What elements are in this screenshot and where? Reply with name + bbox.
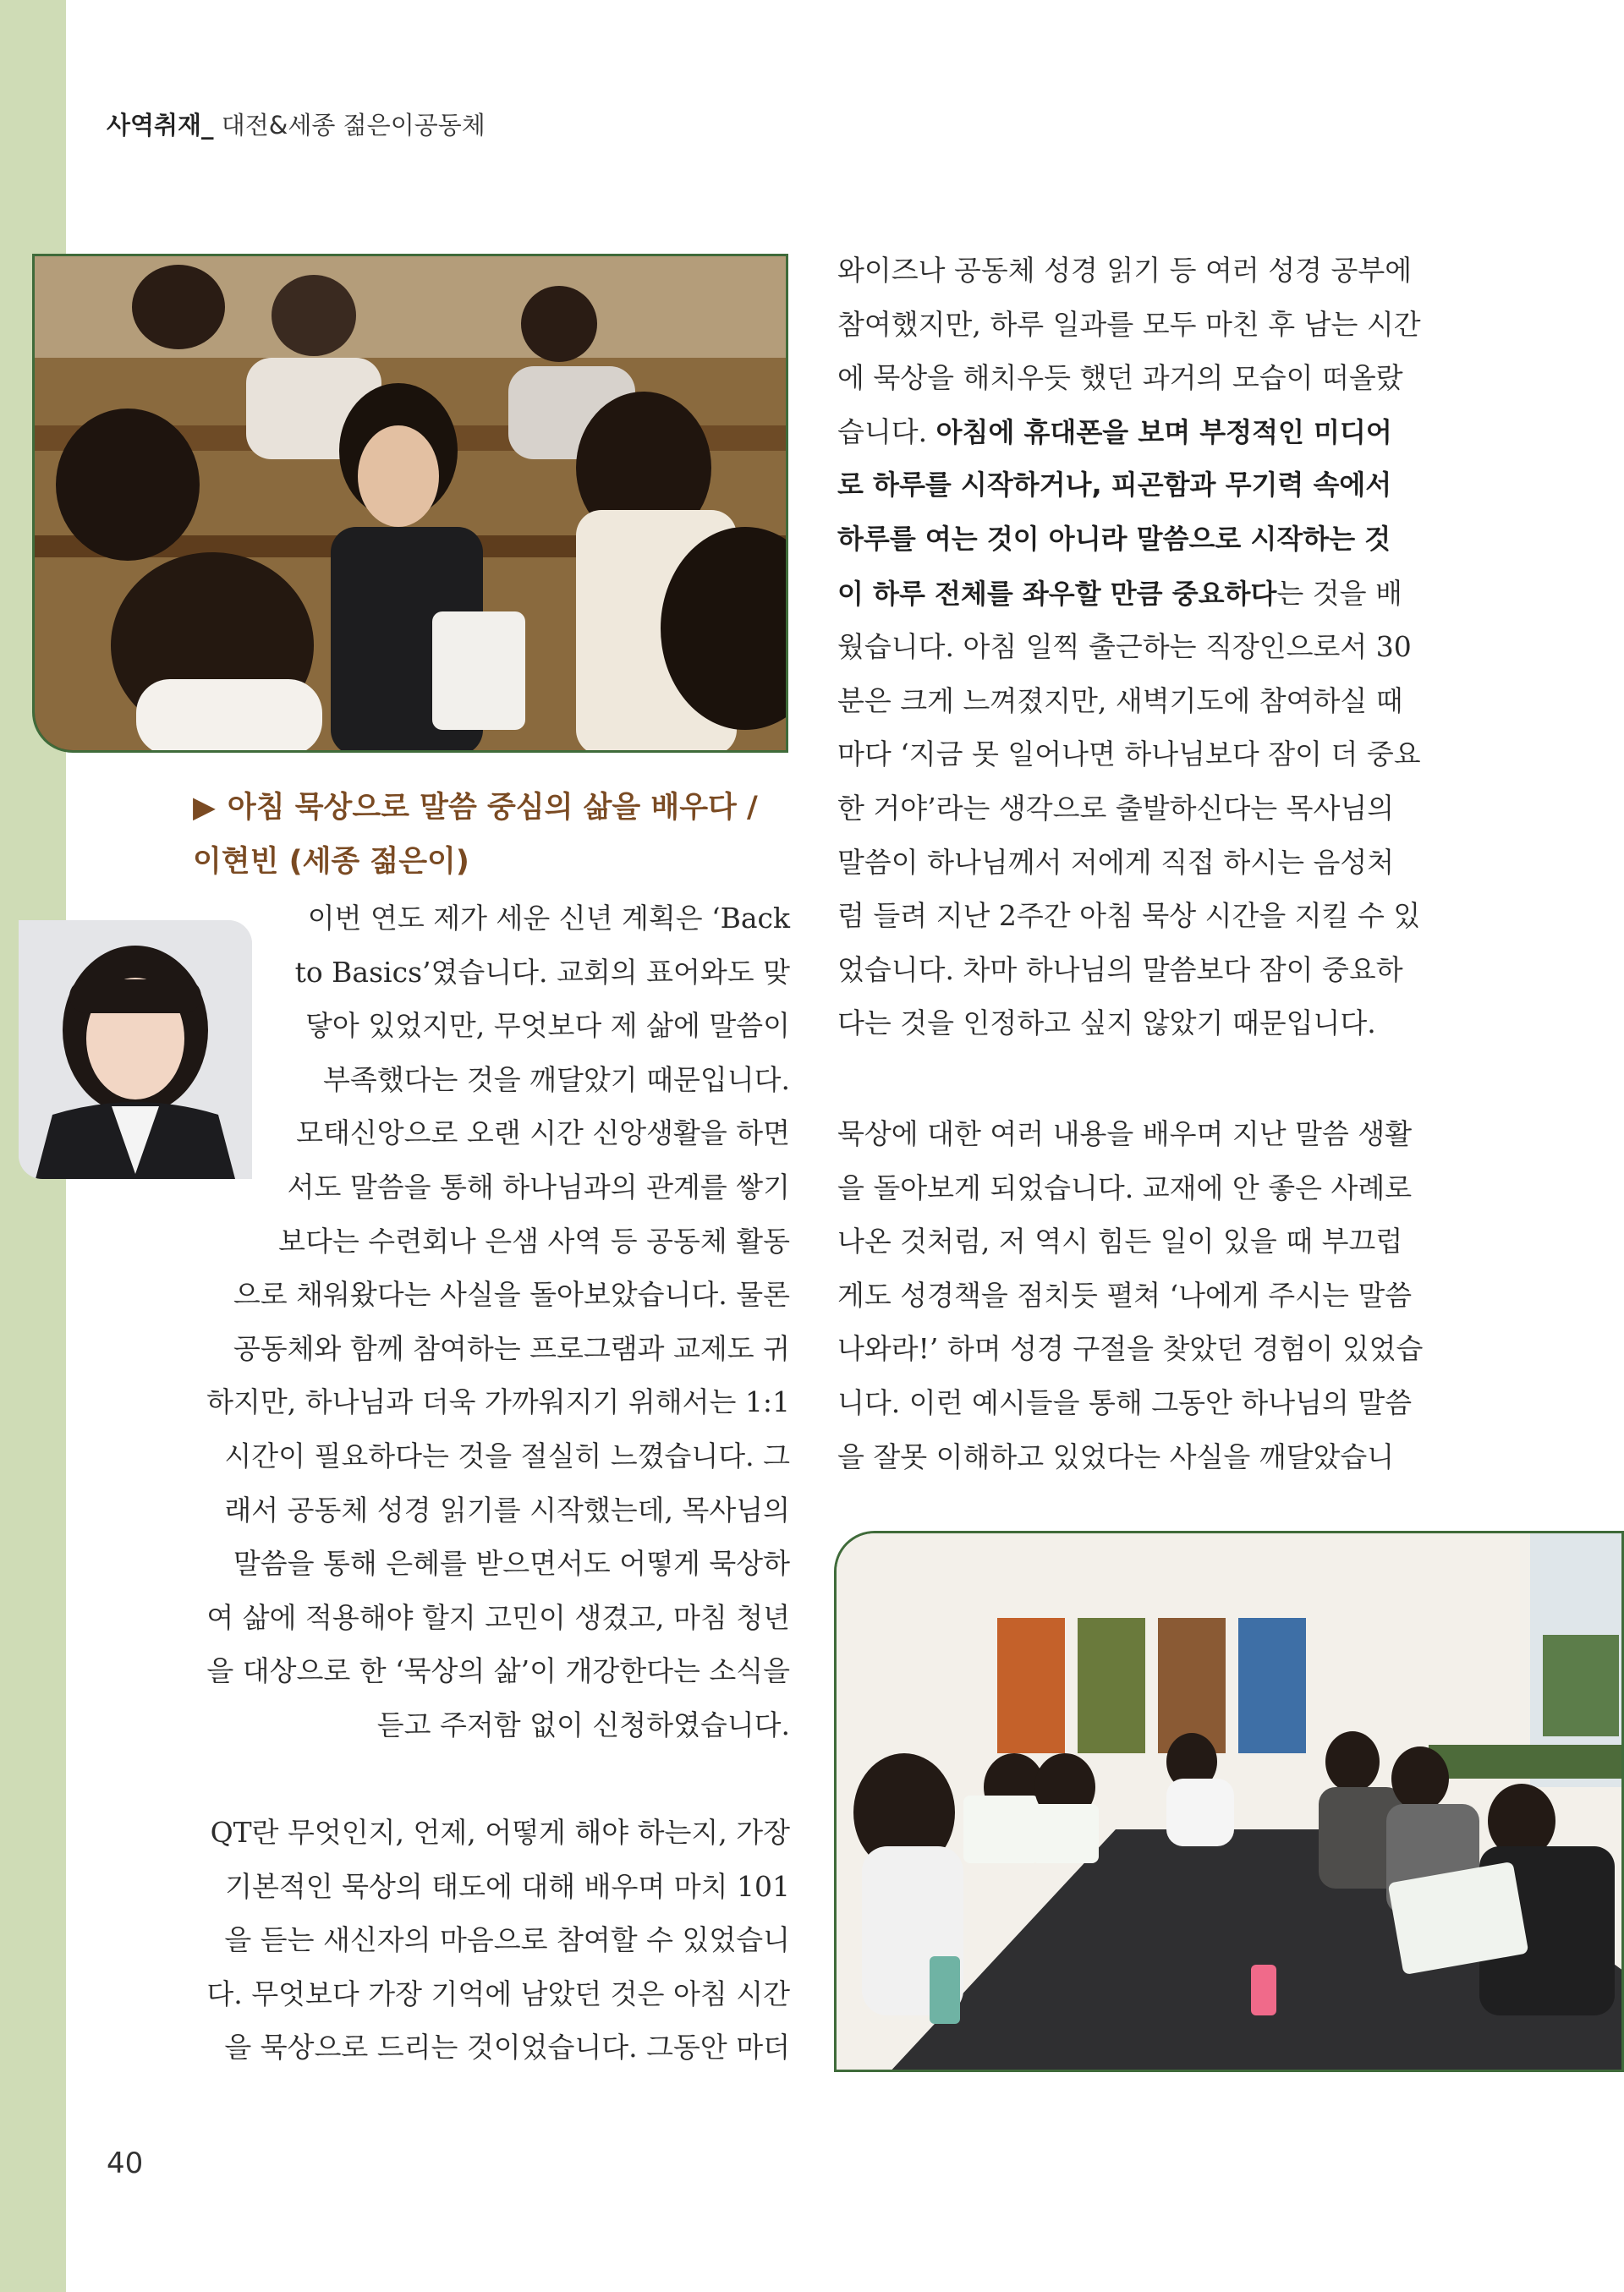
- text-line: [837, 567, 1438, 621]
- text-line: 듣고 주저함 없이 신청하였습니다.: [376, 1708, 790, 1741]
- text-line: QT란 무엇인지, 언제, 어떻게 해야 하는지, 가장: [210, 1816, 790, 1850]
- text-line: [837, 405, 1438, 459]
- section-label: 사역취재_: [107, 111, 214, 140]
- text-line: 참여했지만, 하루 일과를 모두 마친 후 남는 시간: [837, 307, 1421, 341]
- text-line: 니다. 이런 예시들을 통해 그동안 하나님의 말씀: [837, 1385, 1413, 1419]
- text-line: 으로 채워왔다는 사실을 돌아보았습니다. 물론: [233, 1278, 790, 1312]
- text-line: 말씀이 하나님께서 저에게 직접 하시는 음성처: [837, 845, 1395, 879]
- text-line: 다는 것을 인정하고 싶지 않았기 때문입니다.: [837, 1006, 1376, 1040]
- text-line: 시간이 필요하다는 것을 절실히 느꼈습니다. 그: [224, 1439, 790, 1472]
- text-line: 하지만, 하나님과 더욱 가까워지기 위해서는 1:1: [206, 1385, 790, 1419]
- paragraph-gap: [0, 1752, 790, 1807]
- caption-line-2: 이현빈 (세종 젊은이): [193, 845, 469, 879]
- text-line: to Basics’였습니다. 교회의 표어와도 맞: [294, 955, 790, 989]
- text-line: 을 대상으로 한 ‘묵상의 삶’이 개강한다는 소식을: [206, 1654, 790, 1688]
- text-line: 이번 연도 제가 세운 신년 계획은 ‘Back: [307, 902, 790, 935]
- text-span: 는 것을 배: [1276, 576, 1402, 610]
- text-line: 을 묵상으로 드리는 것이었습니다. 그동안 마더: [224, 2031, 790, 2064]
- text-line: 게도 성경책을 점치듯 펼쳐 ‘나에게 주시는 말씀: [837, 1278, 1413, 1312]
- text-span: 습니다.: [837, 414, 936, 448]
- text-line: 기본적인 묵상의 태도에 대해 배우며 마치 101: [225, 1869, 790, 1903]
- section-header: [107, 107, 486, 141]
- text-line: 부족했다는 것을 깨달았기 때문입니다.: [322, 1062, 790, 1096]
- section-subtitle: 대전&세종 젊은이공동체: [213, 111, 486, 140]
- text-line: 닿아 있었지만, 무엇보다 제 삶에 말씀이: [305, 1009, 790, 1043]
- text-line: 을 돌아보게 되었습니다. 교재에 안 좋은 사례로: [837, 1171, 1413, 1204]
- emphasis-text: 로 하루를 시작하거나, 피곤함과 무기력 속에서: [837, 469, 1392, 502]
- text-line: 나와라!’ 하며 성경 구절을 찾았던 경험이 있었습: [837, 1332, 1424, 1366]
- caption-title: 아침 묵상으로 말씀 중심의 삶을 배우다 /: [227, 791, 758, 825]
- text-line: 마다 ‘지금 못 일어나면 하나님보다 잠이 더 중요: [837, 737, 1421, 771]
- photo-group-table: [834, 1531, 1624, 2072]
- text-line: 서도 말씀을 통해 하나님과의 관계를 쌓기: [287, 1170, 790, 1204]
- right-column-text-second: [837, 1107, 1438, 1483]
- photo-chapel-art: [35, 256, 788, 753]
- text-line: 여 삶에 적용해야 할지 고민이 생겼고, 마침 청년: [206, 1600, 790, 1634]
- text-line: 럼 들려 지난 2주간 아침 묵상 시간을 지킬 수 있: [837, 899, 1421, 933]
- emphasis-text: 아침에 휴대폰을 보며 부정적인 미디어: [935, 415, 1392, 448]
- text-line: 을 잘못 이해하고 있었다는 사실을 깨달았습니: [837, 1439, 1395, 1473]
- emphasis-text: 하루를 여는 것이 아니라 말씀으로 시작하는 것: [837, 522, 1391, 555]
- left-column-text: [0, 891, 790, 2075]
- text-line: 한 거야’라는 생각으로 출발하신다는 목사님의: [837, 791, 1395, 825]
- text-line: 웠습니다. 아침 일찍 출근하는 직장인으로서 30: [837, 630, 1412, 664]
- text-line: 모태신앙으로 오랜 시간 신앙생활을 하면: [296, 1116, 790, 1150]
- photo-group-art: [837, 1533, 1624, 2072]
- caption-line-1: [193, 781, 793, 835]
- play-arrow-icon: ▶: [193, 791, 216, 825]
- text-line: 나온 것처럼, 저 역시 힘든 일이 있을 때 부끄럽: [837, 1225, 1403, 1258]
- right-column-text: [837, 244, 1438, 1050]
- text-line: 와이즈나 공동체 성경 읽기 등 여러 성경 공부에: [837, 254, 1413, 287]
- page-number: 40: [107, 2147, 144, 2180]
- text-line: 공동체와 함께 참여하는 프로그램과 교제도 귀: [233, 1331, 790, 1365]
- text-line: 었습니다. 차마 하나님의 말씀보다 잠이 중요하: [837, 952, 1403, 986]
- text-line: 에 묵상을 해치우듯 했던 과거의 모습이 떠올랐: [837, 361, 1403, 395]
- text-line: 보다는 수련회나 은샘 사역 등 공동체 활동: [278, 1224, 790, 1258]
- text-line: 을 듣는 새신자의 마음으로 참여할 수 있었습니: [224, 1923, 790, 1957]
- text-line: 다. 무엇보다 가장 기억에 남았던 것은 아침 시간: [206, 1977, 790, 2010]
- photo-chapel-meditation: [32, 254, 788, 753]
- emphasis-text: 이 하루 전체를 좌우할 만큼 중요하다: [837, 577, 1277, 610]
- text-line: 묵상에 대한 여러 내용을 배우며 지난 말씀 생활: [837, 1117, 1413, 1150]
- text-line: 래서 공동체 성경 읽기를 시작했는데, 목사님의: [224, 1493, 790, 1527]
- photo-caption: [193, 781, 793, 889]
- text-line: 말씀을 통해 은혜를 받으면서도 어떻게 묵상하: [233, 1547, 790, 1581]
- text-line: 분은 크게 느껴졌지만, 새벽기도에 참여하실 때: [837, 683, 1403, 717]
